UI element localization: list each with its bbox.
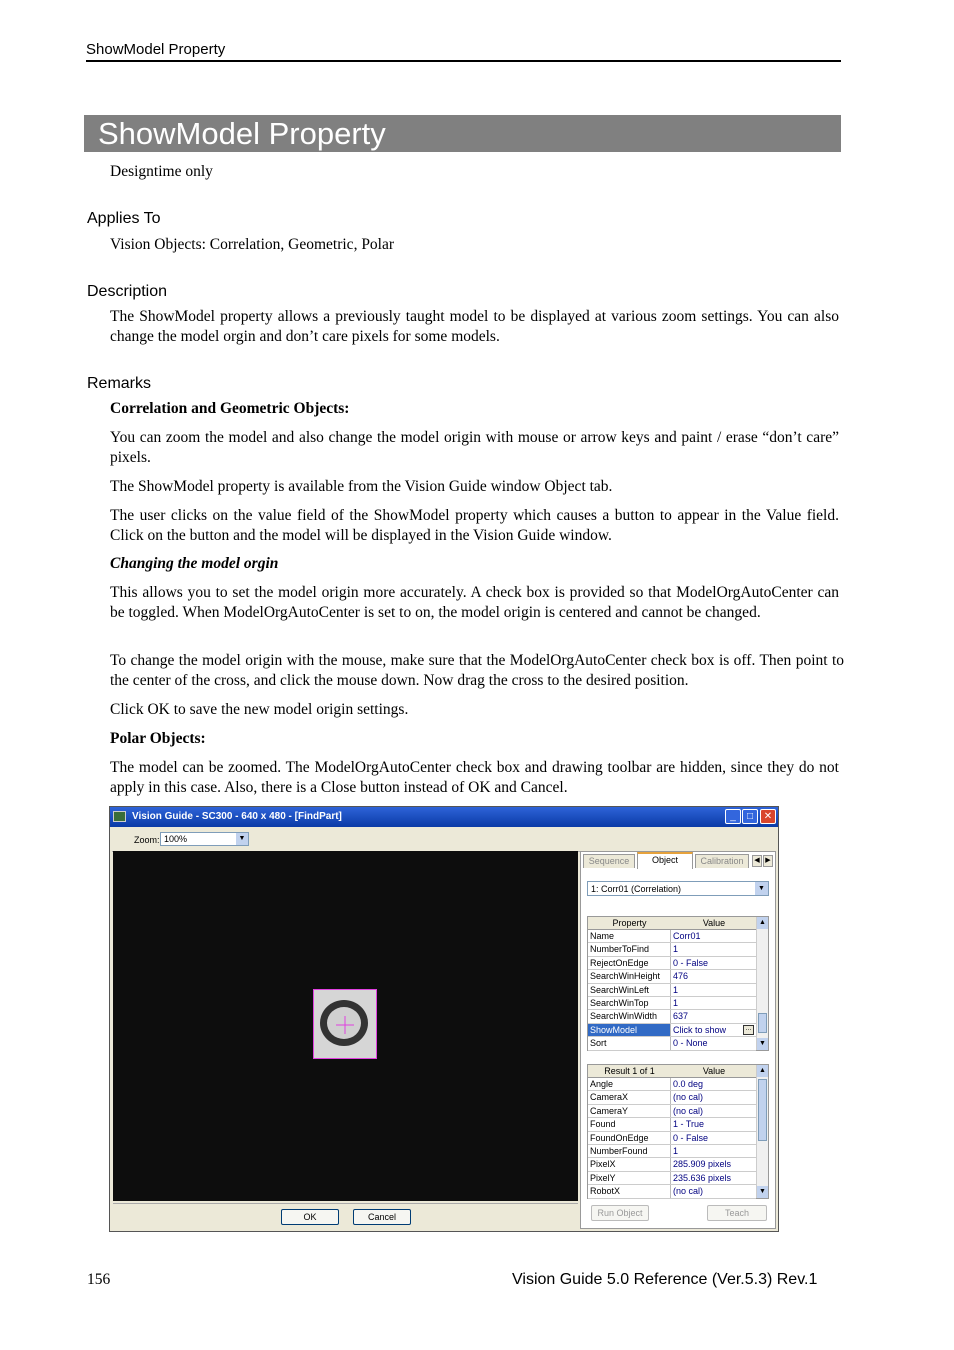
scroll-down-icon[interactable]: ▼: [757, 1186, 768, 1198]
cancel-button[interactable]: Cancel: [353, 1209, 411, 1225]
chevron-down-icon[interactable]: ▼: [755, 882, 768, 895]
result-row: CameraX (no cal): [588, 1091, 756, 1104]
tab-scroll-right-icon[interactable]: ▶: [763, 855, 773, 867]
property-row[interactable]: SearchWinLeft 1: [588, 984, 756, 997]
description-text: The ShowModel property allows a previously taught model to be displayed at various zoom settings. You can also change the model orgin and don’t care pixels for some models.: [110, 308, 839, 345]
object-panel: [580, 851, 776, 1229]
tab-object[interactable]: Object: [637, 852, 693, 869]
minimize-icon[interactable]: _: [725, 809, 741, 824]
property-column-header: Property: [588, 917, 671, 930]
remarks-paragraph-7: The model can be zoomed. The ModelOrgAutoCenter check box and drawing toolbar are hidden, since they do not apply in this case. Also, there is a Close button instead of OK and Cancel.: [110, 759, 839, 796]
page-number: 156: [87, 1271, 111, 1288]
object-select-value: 1: Corr01 (Correlation): [591, 884, 682, 894]
property-row[interactable]: Sort 0 - None: [588, 1037, 756, 1050]
app-icon: [113, 811, 126, 822]
result-row: RobotX (no cal): [588, 1185, 756, 1198]
zoom-label: Zoom:: [134, 835, 160, 845]
teach-button[interactable]: Teach: [707, 1205, 767, 1221]
result-row: CameraY (no cal): [588, 1105, 756, 1118]
close-icon[interactable]: ✕: [760, 809, 776, 824]
result-row: Found 1 - True: [588, 1118, 756, 1131]
property-row[interactable]: SearchWinWidth 637: [588, 1010, 756, 1023]
zoom-value: 100%: [164, 834, 188, 844]
zoom-select[interactable]: [160, 832, 249, 846]
result-row: FoundOnEdge 0 - False: [588, 1132, 756, 1145]
applies-to-text: Vision Objects: Correlation, Geometric, Polar: [110, 236, 395, 253]
results-grid: [587, 1064, 769, 1199]
remarks-paragraph-4: This allows you to set the model origin more accurately. A check box is provided so that ModelOrgAutoCenter can be toggled. When ModelOrgAutoCenter is set to on, the model origin is centered and cannot be changed.: [110, 584, 839, 621]
correlation-geometric-subheading: Correlation and Geometric Objects:: [110, 400, 350, 417]
show-model-ellipsis-button[interactable]: ...: [743, 1025, 754, 1035]
result-row: PixelX 285.909 pixels: [588, 1158, 756, 1171]
footer-reference: Vision Guide 5.0 Reference (Ver.5.3) Rev.1: [512, 1271, 818, 1288]
property-row[interactable]: SearchWinTop 1: [588, 997, 756, 1010]
results-scrollbar[interactable]: [756, 1065, 768, 1198]
scroll-thumb[interactable]: [758, 1013, 767, 1033]
result-value-column-header: Value: [671, 1065, 757, 1078]
maximize-icon[interactable]: □: [742, 809, 758, 824]
dialog-buttons-bar: [113, 1203, 578, 1230]
designtime-note: Designtime only: [110, 163, 213, 180]
tab-scroll-left-icon[interactable]: ◀: [752, 855, 762, 867]
result-row: NumberFound 1: [588, 1145, 756, 1158]
remarks-heading: Remarks: [87, 375, 152, 392]
zoom-toolbar: [112, 829, 776, 852]
model-image[interactable]: [313, 989, 377, 1059]
vision-guide-window-screenshot: [109, 806, 779, 1232]
model-origin-cross-icon[interactable]: [336, 1016, 354, 1034]
result-row: Angle 0.0 deg: [588, 1078, 756, 1091]
scroll-up-icon[interactable]: ▲: [757, 1065, 768, 1077]
tab-sequence[interactable]: Sequence: [583, 854, 635, 868]
image-display-area[interactable]: [113, 851, 578, 1201]
remarks-paragraph-5: To change the model origin with the mouse, make sure that the ModelOrgAutoCenter check box is off. Then point to the center of the cross, and click the mouse down. Now drag the cross to the desired position.: [110, 652, 844, 689]
scroll-up-icon[interactable]: ▲: [757, 917, 768, 929]
result-row: PixelY 235.636 pixels: [588, 1172, 756, 1185]
chevron-down-icon[interactable]: ▼: [236, 833, 248, 845]
description-heading: Description: [87, 283, 168, 300]
header-rule: [86, 60, 841, 62]
ok-button[interactable]: OK: [281, 1209, 339, 1225]
property-row[interactable]: RejectOnEdge 0 - False: [588, 957, 756, 970]
title-bar: [84, 115, 841, 152]
property-row[interactable]: SearchWinHeight 476: [588, 970, 756, 983]
result-column-header: Result 1 of 1: [588, 1065, 671, 1078]
scroll-thumb[interactable]: [758, 1079, 767, 1141]
remarks-paragraph-6: Click OK to save the new model origin settings.: [110, 701, 409, 718]
applies-to-heading: Applies To: [87, 210, 161, 227]
property-grid: [587, 916, 769, 1051]
object-select[interactable]: [587, 881, 769, 896]
property-row-showmodel[interactable]: ShowModel Click to show ...: [588, 1024, 756, 1037]
window-title: Vision Guide - SC300 - 640 x 480 - [FindPart]: [132, 811, 342, 822]
property-row[interactable]: Name Corr01: [588, 930, 756, 943]
changing-model-origin-subheading: Changing the model orgin: [110, 555, 279, 572]
window-titlebar: [110, 807, 778, 827]
polar-objects-subheading: Polar Objects:: [110, 730, 206, 747]
running-header: ShowModel Property: [86, 41, 226, 58]
property-row[interactable]: NumberToFind 1: [588, 943, 756, 956]
run-object-button[interactable]: Run Object: [591, 1205, 649, 1221]
page-title: ShowModel Property: [98, 116, 386, 151]
remarks-paragraph-2: The ShowModel property is available from the Vision Guide window Object tab.: [110, 478, 613, 495]
value-column-header: Value: [671, 917, 757, 930]
remarks-paragraph-3: The user clicks on the value field of the ShowModel property which causes a button to appear in the Value field. Click on the button and the model will be displayed in the Vision Guide window.: [110, 507, 839, 544]
tab-calibration[interactable]: Calibration: [695, 854, 749, 868]
scroll-down-icon[interactable]: ▼: [757, 1038, 768, 1050]
property-scrollbar[interactable]: [756, 917, 768, 1050]
remarks-paragraph-1: You can zoom the model and also change the model origin with mouse or arrow keys and paint / erase “don’t care” pixels.: [110, 429, 839, 466]
